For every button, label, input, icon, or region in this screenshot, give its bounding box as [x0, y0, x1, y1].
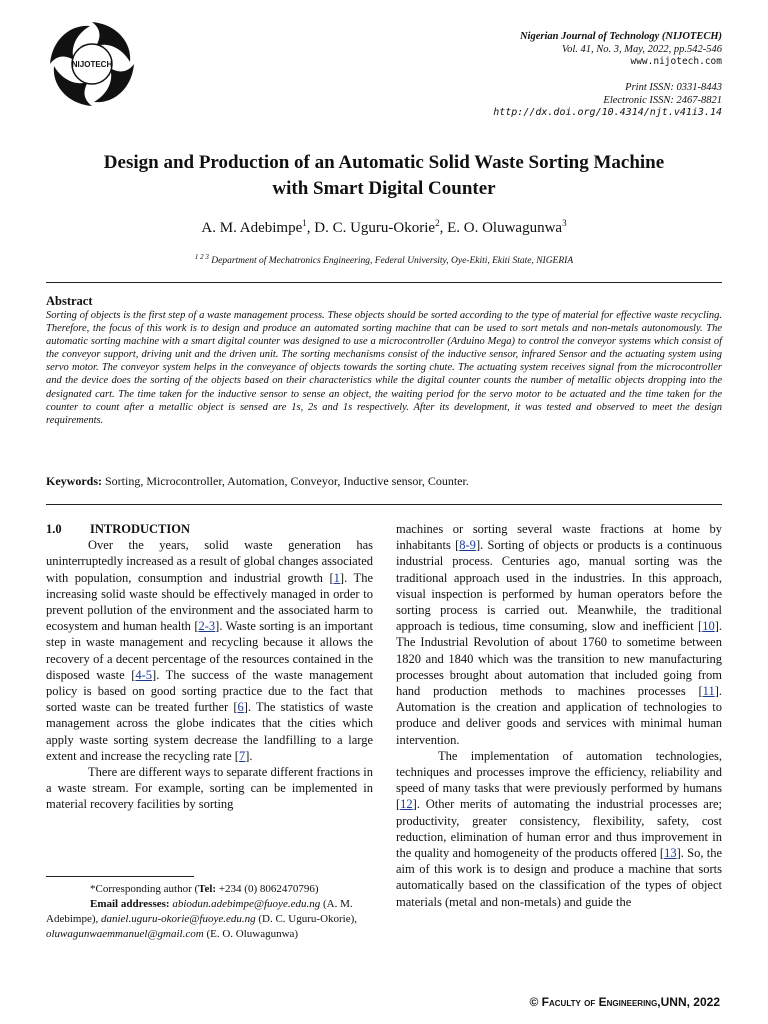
abstract-top-rule [46, 282, 722, 283]
left-column [46, 521, 373, 813]
right-column [396, 521, 722, 910]
text-run: ]. Automation is the creation and application of technologies to produce and deliver goods and services with minimal human intervention. [396, 684, 722, 747]
text-run: ]. The increasing solid waste should be effectively managed in order to prevent pollution of the environment and the associated harm to ecosystem and human health [ [46, 570, 373, 634]
email-link[interactable]: oluwagunwaemmanuel@gmail.com [46, 928, 204, 940]
abstract-heading: Abstract [46, 294, 93, 308]
text-run: ]. The Industrial Revolution of about 1760 to sometime between 1820 and 1840 which was the transition to new manufacturing processes brought about automation that included going from hand production methods to machines processes [ [396, 619, 722, 699]
paper-title [40, 150, 728, 202]
abstract-text: Sorting of objects is the first step of a waste management process. These objects should be sorted according to the type of material for effective waste recycling. Therefore, the focus of this work is to design and produce an automated sorting machine that can be used to sort metals and non-metals autonomously. The automatic sorting machine with a smart digital counter was designed to use a microcontroller (Arduino Mega) to control the conveyor systems which consist of the conveyor support, driving unit and the driven unit. The sorting mechanisms consist of the inductive sensor, infrared Sensor and the actuating system using servo motor. The conveyor system helps in the conveyance of objects towards the sorting chute. The actuating system receives signal from the microcontroller and the device does the sorting of the objects based on their characteristics while the digital counter counts the number of metallic objects dropping into the designated cart. The time taken for the inductive sensor to sense an object, the waiting period for the servo motor to be actuated and the time taken for the counter to count after a metallic object is sensed are 1s, 2s and 1s respectively. After its development, it was tested and observed to meet the design requirements. [46, 310, 722, 426]
affiliation [40, 253, 728, 266]
citation-link[interactable]: 1 [333, 570, 340, 585]
footnote [46, 882, 373, 942]
author-sup: 2 [435, 218, 440, 228]
keywords-bottom-rule [46, 504, 722, 505]
citation-link[interactable]: 12 [400, 797, 413, 812]
author-separator: , [306, 220, 315, 236]
text-run: Over the years, solid waste generation has uninterruptedly increased as a result of global changes associated with population, consumption and industrial growth [ [46, 538, 373, 585]
keywords [46, 474, 722, 489]
email-owner: (D. C. Uguru-Okorie), [255, 913, 358, 925]
footer-faculty: Faculty of Engineering, [541, 995, 661, 1009]
author-name: A. M. Adebimpe [201, 220, 303, 236]
paragraph [46, 537, 373, 764]
nijotech-swirl-logo [46, 18, 138, 110]
journal-title: Nigerian Journal of Technology (NIJOTECH) [519, 31, 722, 42]
journal-header [302, 31, 722, 69]
paragraph: There are different ways to separate different fractions in a waste stream. For example, sorting can be implemented in material recovery facilities by sorting [46, 765, 373, 812]
section-title: INTRODUCTION [90, 522, 191, 536]
journal-website[interactable]: www.nijotech.com [630, 56, 722, 67]
journal-logo [46, 18, 138, 110]
section-heading [46, 521, 373, 537]
email-link[interactable]: daniel.uguru-okorie@fuoye.edu.ng [100, 913, 256, 925]
author-separator: , [439, 220, 448, 236]
affiliation-text: Department of Mechatronics Engineering, Federal University, Oye-Ekiti, Ekiti State, NIGERIA [211, 256, 574, 267]
citation-link[interactable]: 13 [664, 846, 677, 861]
citation-link[interactable]: 8-9 [459, 538, 476, 553]
print-issn: Print ISSN: 0331-8443 [625, 82, 722, 93]
tel-number: +234 (0) 8062470796) [216, 883, 319, 895]
text-run: machines or sorting several waste fractions at home by inhabitants [ [396, 522, 722, 553]
text-run: ]. Waste sorting is an important step in waste management and recycling because it allows the recovery of a decent percentage of the resources contained in the disposed waste [ [46, 619, 373, 682]
paragraph [396, 521, 722, 748]
citation-link[interactable]: 7 [238, 748, 246, 763]
keywords-label: Keywords: [46, 474, 102, 488]
tel-label: Tel: [198, 883, 217, 895]
text-run: ]. The success of the waste management policy is based on good sorting practice due to the fact that sorted waste can be treated further [ [46, 667, 374, 715]
author-sup: 3 [562, 218, 567, 228]
text-run: ]. Sorting of objects or products is a continuous industrial process. Centuries ago, manual sorting was the traditional approach used in the industries. In this approach, visual inspection is performed by human operators before the sorting process is carried out. Meanwhile, the traditional approach is tedious, time consuming, slow and inefficient [ [396, 538, 723, 634]
text-run: ]. So, the aim of this work is to design and produce a machine that sorts automatically based on the classification of the types of object materials (metal and non-metals) and guide the [396, 846, 722, 909]
author-name: E. O. Oluwagunwa [447, 220, 563, 236]
citation-link[interactable]: 11 [702, 684, 715, 699]
citation-link[interactable]: 2-3 [198, 619, 216, 634]
issn-block [302, 82, 722, 120]
affiliation-sup: 1 2 3 [194, 253, 209, 261]
corr-label: *Corresponding author ( [90, 883, 199, 895]
paragraph [396, 748, 722, 910]
author-name: D. C. Uguru-Okorie [314, 220, 436, 236]
doi-link[interactable]: http://dx.doi.org/10.4314/njt.v41i3.14 [493, 107, 722, 118]
email-label: Email addresses: [90, 898, 170, 910]
email-link[interactable]: abiodun.adebimpe@fuoye.edu.ng [172, 898, 321, 910]
citation-link[interactable]: 6 [237, 700, 244, 715]
logo-text: NIJOTECH [71, 60, 113, 69]
citation-link[interactable]: 10 [702, 619, 715, 634]
email-owner: (A. M. Adebimpe), [46, 898, 353, 925]
footer-unn: UNN, 2022 [660, 995, 720, 1009]
author-sup: 1 [302, 218, 307, 228]
copyright-icon: © [529, 995, 539, 1009]
text-run: ]. The statistics of waste management across the globe indicates that the cities which apply waste sorting system decrease the landfilling to a large extent and increase the recycling rate [ [46, 700, 373, 763]
author-list [40, 218, 728, 237]
page-footer [529, 995, 720, 1009]
email-owner: (E. O. Oluwagunwa) [203, 928, 299, 940]
footnote-rule [46, 876, 194, 877]
paper-title-line1: Design and Production of an Automatic Solid Waste Sorting Machine [103, 152, 665, 173]
citation-link[interactable]: 4-5 [135, 667, 153, 682]
keywords-text: Sorting, Microcontroller, Automation, Conveyor, Inductive sensor, Counter. [105, 474, 469, 488]
section-number: 1.0 [46, 522, 62, 536]
electronic-issn: Electronic ISSN: 2467-8821 [603, 94, 722, 106]
text-run: ]. Other merits of automating the industrial processes are; productivity, greater consistency, flexibility, safety, cost reduction, elimination of human error and thus improvement in the quality and homogeneity of the products offered [ [396, 797, 722, 861]
text-run: The implementation of automation technologies, techniques and processes improve the efficiency, reliability and speed of many tasks that were previously performed by humans [ [396, 748, 722, 812]
paper-title-line2: with Smart Digital Counter [272, 178, 496, 199]
text-run: ]. [245, 748, 253, 763]
journal-volume: Vol. 41, No. 3, May, 2022, pp.542-546 [561, 43, 722, 55]
